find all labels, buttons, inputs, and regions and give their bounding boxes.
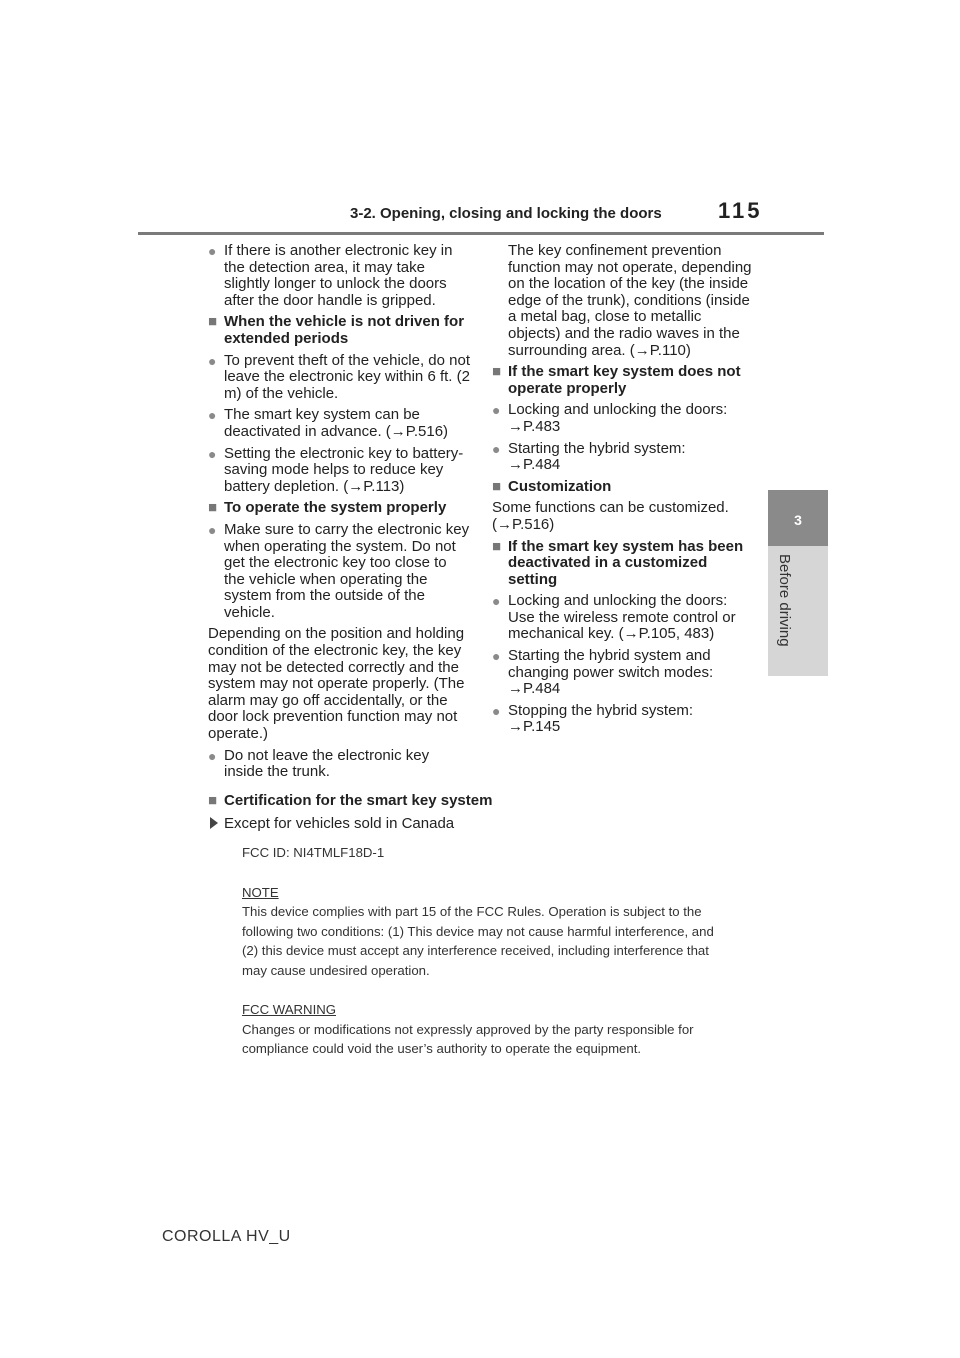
bullet-icon: ● [492,593,501,610]
heading-text: Customization [508,477,612,495]
header-divider [138,232,824,235]
page-reference-link[interactable]: →P.484 [508,456,561,474]
item-text: Make sure to carry the electronic key when operating the system. Do not get the electronic key too close to the vehicle when operating the system from the outside of the vehicle. [224,520,470,621]
item-text: Stopping the hybrid system: [508,701,694,719]
bullet-icon: ● [208,407,217,424]
heading-text: Certification for the smart key system [224,792,493,809]
square-bullet-icon: ■ [492,537,502,555]
list-item [208,748,470,781]
left-column [208,243,470,786]
list-item [208,522,470,622]
list-item [492,441,757,474]
subheading [208,500,470,517]
square-bullet-icon: ■ [208,499,218,517]
bullet-icon: ● [492,402,501,419]
list-item [492,593,757,643]
item-text: Locking and unlocking the doors: Use the wireless remote control or mechanical key. (→P.105, 483) [508,592,736,643]
list-item [208,243,470,309]
bullet-icon: ● [492,648,501,665]
bullet-icon: ● [208,521,217,538]
paragraph: Depending on the position and holding condition of the electronic key, the key may not be detected correctly and the system may not operate properly. (The alarm may go off accidentally, or the door lock prevention function may not operate.) [208,625,465,743]
list-item [492,402,757,435]
item-text: The smart key system can be deactivated in advance. (→P.516) [224,406,449,440]
heading-text: If the smart key system does not operate properly [508,363,741,397]
certification-heading [208,792,492,809]
list-item [208,407,470,440]
square-bullet-icon: ■ [208,313,218,331]
fcc-statement [242,843,722,1059]
item-text: Locking and unlocking the doors: [508,401,728,419]
item-text: Do not leave the electronic key inside the trunk. [224,746,430,781]
note-text: This device complies with part 15 of the FCC Rules. Operation is subject to the following two conditions: (1) This device may not cause harmful interference, and (2) this device must accept any interference received, including interference that may cause undesired operation. [242,904,714,978]
page-reference-link[interactable]: →P.484 [508,680,561,698]
subheading [492,364,757,397]
bullet-icon: ● [492,440,501,457]
heading-text: If the smart key system has been deactivated in a customized setting [508,537,744,588]
list-item [492,648,757,698]
continued-text: The key confinement prevention function may not operate, depending on the location of the key (the inside edge of the trunk), conditions (inside a metal bag, close to metallic objects) and the radio waves in the surrounding area. (→P.110) [508,242,752,359]
model-footer: COROLLA HV_U [162,1228,291,1245]
list-item [208,446,470,496]
bullet-icon: ● [492,702,501,719]
item-text: If there is another electronic key in the detection area, it may take slightly longer to unlock the doors after the door handle is gripped. [224,242,453,309]
list-item [492,703,757,736]
heading-text: When the vehicle is not driven for extended periods [224,313,465,347]
subheading [492,479,757,496]
bullet-icon: ● [208,747,217,764]
item-text: Setting the electronic key to battery-saving mode helps to reduce key battery depletion. (→P.113) [224,444,464,495]
note-text: Except for vehicles sold in Canada [224,815,455,832]
right-column [492,243,757,741]
warning-title: FCC WARNING [242,1002,337,1017]
warning-text: Changes or modifications not expressly approved by the party responsible for compliance could void the user’s authority to operate the equipment. [242,1021,694,1056]
note-title: NOTE [242,884,279,900]
subheading [208,314,470,347]
heading-text: To operate the system properly [224,499,447,517]
canada-note [208,815,454,832]
paragraph: Some functions can be customized. (→P.516) [492,499,729,533]
section-title: 3-2. Opening, closing and locking the doors [350,205,662,222]
chapter-number: 3 [794,512,802,528]
page-reference-link[interactable]: →P.145 [508,718,561,736]
bullet-icon: ● [208,243,217,259]
square-bullet-icon: ■ [492,477,502,495]
page-reference-link[interactable]: →P.483 [508,417,561,435]
chapter-side-tab [768,546,828,676]
page-number: 115 [718,198,763,223]
item-text: Starting the hybrid system and changing power switch modes: [508,647,714,681]
item-text: To prevent theft of the vehicle, do not leave the electronic key within 6 ft. (2 m) of the vehicle. [224,351,470,402]
subheading [492,539,757,589]
chapter-label: Before driving [776,554,793,647]
item-text: Starting the hybrid system: [508,439,686,457]
list-item [208,353,470,403]
square-bullet-icon: ■ [492,363,502,381]
triangle-pointer-icon [210,817,218,829]
bullet-icon: ● [208,352,217,369]
square-bullet-icon: ■ [208,792,218,809]
chapter-tab [768,490,828,546]
fcc-id: FCC ID: NI4TMLF18D-1 [242,845,385,860]
bullet-icon: ● [208,445,217,462]
